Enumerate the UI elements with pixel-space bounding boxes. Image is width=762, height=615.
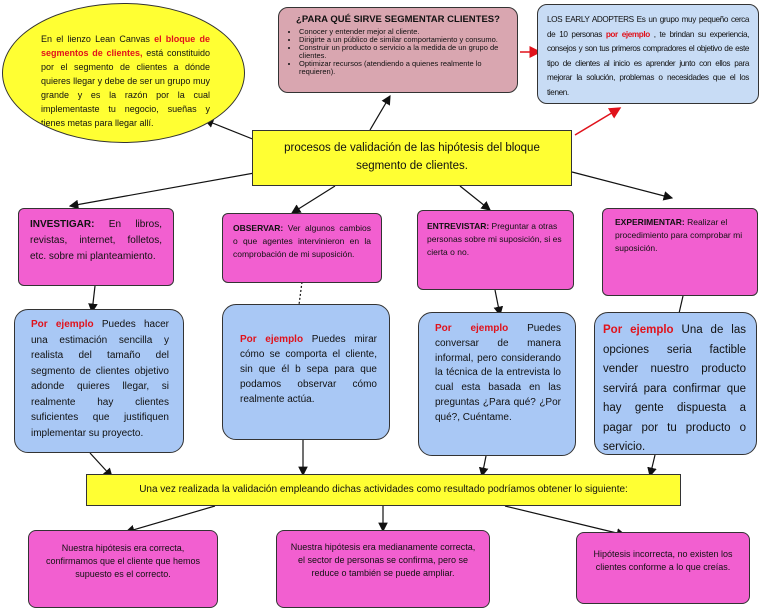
purpose-item: • Dirigirte a un público de similar comportamiento y consumo. — [299, 36, 509, 44]
intro-text-highlight: el bloque de segmentos de clientes, — [41, 34, 210, 58]
arrow-central-to-investigar — [70, 172, 260, 206]
result-bar — [86, 474, 681, 506]
example-label: Por ejemplo — [435, 323, 509, 334]
early-text-post: , te brindan su experiencia, consejos y son tus primeros compradores el objetivo de este tipo de clientes al inicio es aprender junto con ellos para mejorar la solución, problemas o necesidades que el los tienen. — [547, 29, 749, 97]
method-text: Realizar el procedimiento para comprobar mi suposición. — [615, 217, 743, 253]
outcome-text: Nuestra hipótesis era medianamente correcta, el sector de personas se confirma, pero se reduce o también se puede ampliar. — [290, 542, 476, 578]
method-experimentar — [602, 208, 758, 296]
method-text: Ver algunos cambios o que agentes intervinieron en la comprobación de mi suposición. — [233, 223, 371, 259]
arrow-result-to-outcome3 — [505, 506, 625, 535]
arrow-central-to-entrevistar — [460, 186, 490, 210]
outcome-text: Nuestra hipótesis era correcta, confirmamos que el cliente que hemos supuesto es el correcto. — [45, 543, 201, 579]
outcome-incorrect — [576, 532, 750, 604]
purpose-item: • Construir un producto o servicio a la medida de un grupo de clientes. — [299, 44, 509, 60]
early-adopters-box — [537, 4, 759, 104]
purpose-title: ¿PARA QUÉ SIRVE SEGMENTAR CLIENTES? — [296, 14, 500, 25]
arrow-red-central-to-early — [575, 108, 620, 135]
purpose-list — [287, 28, 509, 76]
arrow-central-to-experimentar — [572, 172, 672, 198]
purpose-item: • Optimizar recursos (atendiendo a quienes realmente lo requieren). — [299, 60, 509, 76]
arrow-central-to-observar — [292, 186, 335, 213]
example-label: Por ejemplo — [603, 324, 674, 336]
example-label: Por ejemplo — [31, 319, 94, 330]
example-text: Una de las opciones seria factible vender nuestro producto servirá para confirmar que hay gente dispuesta a pagar por tu producto o servicio. — [603, 324, 746, 453]
arrow-ex4-to-result — [650, 455, 655, 476]
method-text: En libros, revistas, internet, folletos, etc. sobre mi planteamiento. — [30, 219, 162, 262]
arrow-central-to-ellipse — [205, 120, 255, 140]
outcome-partial — [276, 530, 490, 608]
example-observar — [222, 304, 390, 440]
arrow-result-to-outcome1 — [126, 506, 215, 532]
purpose-box — [278, 7, 518, 93]
intro-text-post: está constituido por el segmento de clientes a dónde quieres llegar y debe de ser un grupo muy grande y es la razón por la cual implementaste tu negocio, sueñas y tienes metas para llegar allí. — [41, 48, 210, 128]
intro-ellipse — [2, 3, 245, 143]
example-text: Puedes hacer una estimación sencilla y realista del tamaño del segmento de clientes objetivo adonde quieres llegar, si realmente hay clientes suficientes que justifiquen implementar su proyecto. — [31, 319, 169, 439]
method-title: OBSERVAR: — [233, 223, 284, 233]
method-title: ENTREVISTAR: — [427, 221, 490, 231]
central-text: procesos de validación de las hipótesis del bloque segmento de clientes. — [284, 142, 540, 172]
result-text: Una vez realizada la validación empleando dichas actividades como resultado podríamos obtener lo siguiente: — [139, 484, 628, 495]
purpose-item: • Conocer y entender mejor al cliente. — [299, 28, 509, 36]
early-text-highlight: por ejemplo — [605, 29, 650, 39]
arrow-ex3-to-result — [482, 456, 486, 476]
method-title: EXPERIMENTAR: — [615, 217, 685, 227]
method-entrevistar — [417, 210, 574, 290]
intro-text-pre: En el lienzo Lean Canvas — [41, 34, 155, 44]
arrow-central-to-purpose — [370, 96, 390, 130]
method-investigar — [18, 208, 174, 286]
outcome-correct — [28, 530, 218, 608]
method-observar — [222, 213, 382, 283]
example-text: Puedes conversar de manera informal, pero considerando la técnica de la entrevista lo cual esta basada en las preguntas ¿Para qué? ¿Por qué?, Cuéntame. — [435, 323, 561, 423]
early-text-pre: LOS EARLY ADOPTERS Es un grupo muy pequeño cerca de 10 personas — [547, 15, 749, 39]
method-text: Preguntar a otras personas sobre mi suposición, si es cierta o no. — [427, 221, 562, 257]
example-investigar — [14, 309, 184, 453]
outcome-text: Hipótesis incorrecta, no existen los clientes conforme a lo que creías. — [593, 549, 733, 572]
example-entrevistar — [418, 312, 576, 456]
example-experimentar — [594, 312, 757, 455]
example-label: Por ejemplo — [240, 334, 304, 345]
example-text: Puedes mirar cómo se comporta el cliente, sin que él b sepa para que podamos observar cómo realmente actúa. — [240, 334, 377, 405]
central-hypothesis-box — [252, 130, 572, 186]
method-title: INVESTIGAR: — [30, 219, 95, 230]
